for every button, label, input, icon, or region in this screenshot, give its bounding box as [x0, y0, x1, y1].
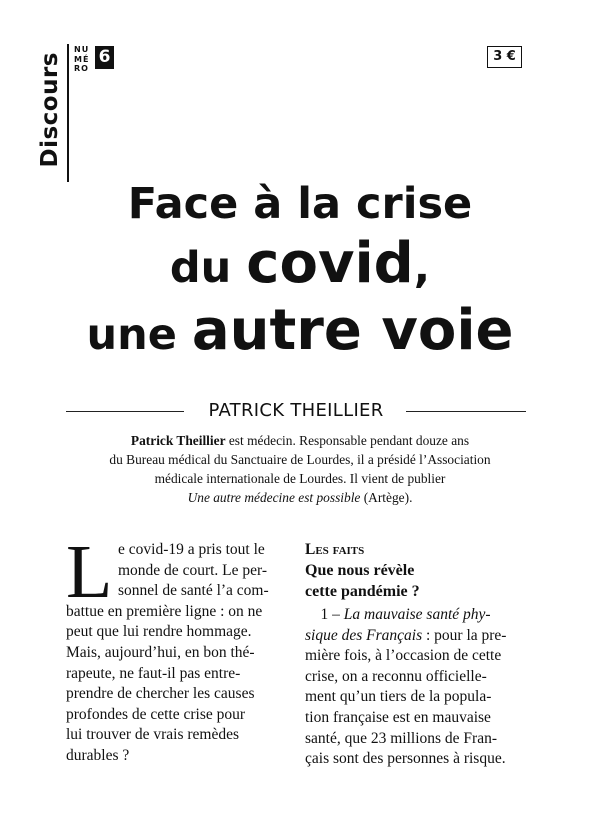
article-title	[0, 176, 600, 366]
subheading	[305, 560, 527, 602]
bio-publisher: (Artège).	[360, 490, 413, 505]
text-line: çais sont des personnes à risque.	[305, 750, 506, 768]
article-column-left	[66, 530, 288, 767]
section-heading: Les faits	[305, 541, 365, 558]
bio-line-1	[80, 431, 520, 450]
author-bio	[80, 431, 520, 507]
item-title-part-1: La mauvaise santé phy-	[343, 606, 491, 623]
text-line: profondes de cette crise pour	[66, 705, 246, 723]
item-rest: : pour la pre-	[422, 626, 507, 644]
numero-letters-2: MÉ	[74, 54, 90, 64]
drop-cap: L	[66, 530, 113, 614]
bio-line-3: médicale internationale de Lourdes. Il vient de publier	[154, 471, 446, 486]
item-first-line	[305, 605, 527, 626]
subheading-line-2: cette pandémie ?	[305, 583, 420, 600]
item-second-line	[305, 626, 527, 647]
logo-divider	[67, 44, 69, 182]
magazine-name: Discours	[37, 52, 63, 168]
text-line: lui trouver de vrais remèdes	[66, 726, 240, 744]
title-line-2-start: du	[169, 243, 247, 293]
text-line: Mais, aujourd’hui, en bon thé-	[66, 643, 255, 661]
title-line-2	[0, 232, 600, 300]
text-line: prendre de chercher les causes	[66, 685, 255, 703]
text-line: peut que lui rendre hommage.	[66, 623, 252, 641]
bio-author-name: Patrick Theillier	[130, 433, 226, 448]
item-number: 1 –	[320, 606, 344, 623]
title-line-2-comma: ,	[413, 243, 431, 293]
title-covid-word: covid	[246, 231, 414, 296]
numero-label	[74, 45, 96, 74]
text-line: rapeute, ne faut-il pas entre-	[66, 664, 241, 682]
article-column-right	[305, 540, 527, 770]
title-line-3-start: une	[86, 310, 192, 360]
item-title-part-2: sique des Français	[305, 626, 423, 644]
author-byline	[66, 398, 526, 424]
title-autre-voie: autre voie	[191, 298, 514, 363]
title-line-3	[0, 300, 600, 366]
bio-line-1-rest: est médecin. Responsable pendant douze ans	[225, 433, 470, 448]
text-line: mière fois, à l’occasion de cette	[305, 647, 502, 665]
bio-line-4	[80, 488, 520, 507]
price-badge: 3 €	[487, 46, 522, 68]
author-name: PATRICK THEILLIER	[208, 400, 384, 421]
text-line: battue en première ligne : on ne	[66, 602, 263, 620]
numero-letters-1: NU	[74, 45, 90, 54]
magazine-logo	[36, 52, 64, 186]
numbered-point	[305, 605, 527, 770]
bio-line-2: du Bureau médical du Sanctuaire de Lourdes, il a présidé l’Association	[109, 452, 491, 467]
text-line: tion française est en mauvaise	[305, 708, 491, 726]
text-line: monde de court. Le per-	[118, 561, 268, 579]
text-line: durables ?	[66, 746, 130, 764]
text-line: crise, on a reconnu officielle-	[305, 667, 487, 685]
bio-book-title: Une autre médecine est possible	[187, 490, 361, 505]
text-line: ment qu’un tiers de la popula-	[305, 688, 492, 706]
text-line: e covid-19 a pris tout le	[118, 541, 265, 558]
title-line-1: Face à la crise	[127, 179, 473, 229]
numero-letters-3: RO	[74, 64, 89, 73]
issue-number: 6	[95, 46, 114, 69]
text-line: sonnel de santé l’a com-	[118, 582, 269, 600]
text-line: santé, que 23 millions de Fran-	[305, 729, 497, 747]
subheading-line-1: Que nous révèle	[305, 562, 415, 579]
byline-rule-right	[406, 411, 526, 412]
